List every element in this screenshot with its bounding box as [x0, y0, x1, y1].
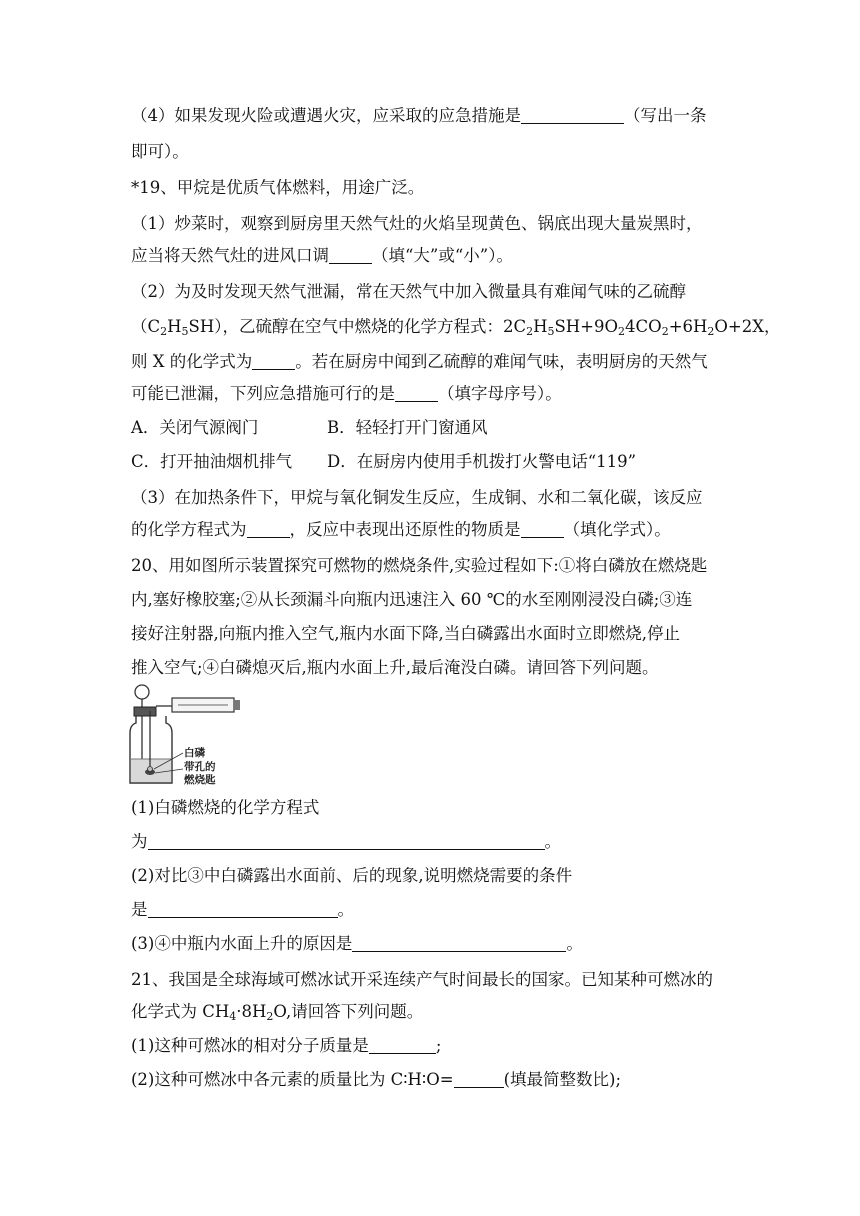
q20-sub2-line1: (2)对比③中白磷露出水面前、后的现象,说明燃烧需要的条件: [131, 866, 573, 885]
answer-blank[interactable]: [521, 105, 624, 124]
q21-sub2-line: (2)这种可燃冰中各元素的质量比为 C∶H∶O= (填最简整数比);: [131, 1070, 622, 1089]
question-19-title: *19、甲烷是优质气体燃料，用途广泛。: [131, 178, 425, 197]
q19-part1-line1: （1）炒菜时，观察到厨房里天然气灶的火焰呈现黄色、锅底出现大量炭黑时，: [131, 214, 703, 233]
option-b: B．轻轻打开门窗通风: [327, 418, 488, 437]
question-20-line2: 内,塞好橡胶塞;②从长颈漏斗向瓶内迅速注入 60 ℃的水至刚刚浸没白磷;③连: [131, 590, 693, 609]
answer-blank[interactable]: [352, 933, 566, 952]
q20-sub3-line: (3)④中瓶内水面上升的原因是 。: [131, 934, 583, 953]
answer-blank[interactable]: [247, 519, 290, 538]
answer-blank[interactable]: [369, 1035, 436, 1054]
q19-part2-line3: 则 X 的化学式为 。若在厨房中闻到乙硫醇的难闻气味，表明厨房的天然气: [131, 352, 708, 371]
q19-part1-line2: 应当将天然气灶的进风口调 （填“大”或“小”）。: [131, 246, 513, 265]
q18-part4-line1: （4）如果发现火险或遭遇火灾，应采取的应急措施是 （写出一条: [131, 106, 707, 125]
q20-sub1-line1: (1)白磷燃烧的化学方程式: [131, 798, 320, 817]
option-d: D．在厨房内使用手机拨打火警电话“119”: [327, 452, 637, 471]
answer-blank[interactable]: [148, 899, 338, 918]
question-20-line1: 20、用如图所示装置探究可燃物的燃烧条件,实验过程如下:①将白磷放在燃烧匙: [131, 556, 708, 575]
label-spoon-line1: 带孔的: [184, 761, 216, 773]
q19-part2-equation-line: $(C_2H_5SH)$，乙硫醇在空气中燃烧的化学方程式：$2C_2H_5SH+9O_24CO_2+6H_2O+2X$，: [131, 317, 781, 338]
q19-part2-line4: 可能已泄漏，下列应急措施可行的是 （填字母序号）。: [131, 384, 562, 403]
question-20-line3: 接好注射器,向瓶内推入空气,瓶内水面下降,当白磷露出水面时立即燃烧,停止: [131, 624, 680, 643]
option-c: C．打开抽油烟机排气: [131, 452, 293, 471]
answer-blank[interactable]: [252, 351, 295, 370]
q19-part3-line2: 的化学方程式为 ，反应中表现出还原性的物质是 （填化学式）。: [131, 520, 671, 539]
label-white-phosphorus: 白磷: [184, 747, 205, 759]
q20-sub2-line2: 是 。: [131, 900, 354, 919]
question-21-line1: 21、我国是全球海域可燃冰试开采连续产气时间最长的国家。已知某种可燃冰的: [131, 970, 713, 989]
answer-blank[interactable]: [454, 1069, 504, 1088]
q19-part3-line1: （3）在加热条件下，甲烷与氧化铜发生反应，生成铜、水和二氧化碳，该反应: [131, 488, 703, 507]
question-20-line4: 推入空气;④白磷熄灭后,瓶内水面上升,最后淹没白磷。请回答下列问题。: [131, 658, 659, 677]
answer-blank[interactable]: [148, 831, 545, 850]
q20-sub1-line2: 为 。: [131, 832, 561, 851]
answer-blank[interactable]: [395, 383, 438, 402]
q21-sub1-line: (1)这种可燃冰的相对分子质量是 ;: [131, 1036, 442, 1055]
combustion-apparatus-diagram: [128, 683, 242, 787]
answer-blank[interactable]: [521, 519, 564, 538]
q19-part2-line1: （2）为及时发现天然气泄漏，常在天然气中加入微量具有难闻气味的乙硫醇: [131, 282, 686, 301]
label-spoon-line2: 燃烧匙: [184, 774, 216, 786]
answer-blank[interactable]: [329, 245, 372, 264]
q18-part4-line2: 即可）。: [131, 142, 189, 161]
question-21-line2: 化学式为 $CH_4\cdot 8H_2O$,请回答下列问题。: [131, 1002, 424, 1023]
option-a: A．关闭气源阀门: [131, 418, 259, 437]
